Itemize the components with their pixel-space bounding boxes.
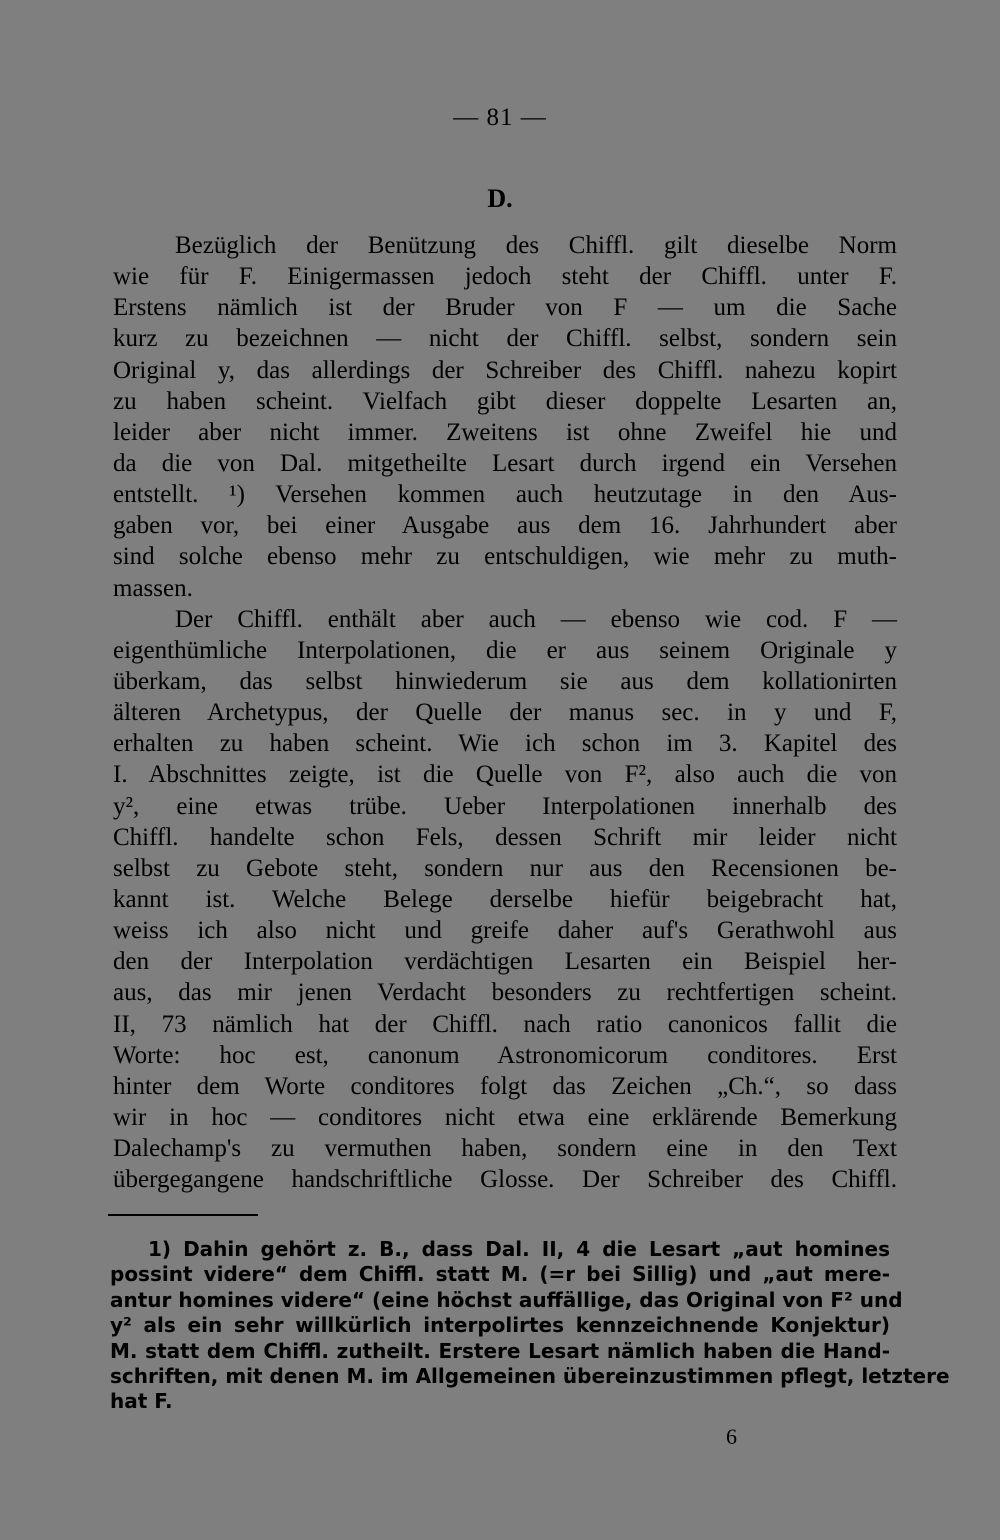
footnote-line: possint videre“ dem Chiffl. statt M. (=r bei Sillig) und „aut mere- (110, 1262, 890, 1287)
body-line: Erstens nämlich ist der Bruder von F — um die Sache (113, 294, 897, 322)
body-line: weiss ich also nicht und greife daher auf's Gerathwohl aus (113, 917, 897, 945)
body-line: Bezüglich der Benützung des Chiffl. gilt dieselbe Norm (175, 232, 897, 259)
body-line: kannt ist. Welche Belege derselbe hiefür beigebracht hat, (113, 885, 897, 913)
body-line: wie für F. Einigermassen jedoch steht der Chiffl. unter F. (113, 263, 897, 291)
section-heading: D. (487, 184, 513, 213)
body-line: Dalechamp's zu vermuthen haben, sondern eine in den Text (113, 1135, 897, 1163)
footnote-line: hat F. (110, 1389, 173, 1414)
footnotes (110, 1237, 950, 1415)
signature-mark: 6 (726, 1424, 737, 1449)
body-line: selbst zu Gebote steht, sondern nur aus den Recensionen be- (113, 854, 897, 882)
body-line: massen. (113, 574, 193, 602)
footnote-divider (108, 1214, 258, 1216)
body-line: überkam, das selbst hinwiederum sie aus dem kollationirten (113, 667, 897, 695)
body-text (113, 230, 897, 1195)
body-line: kurz zu bezeichnen — nicht der Chiffl. selbst, sondern sein (113, 325, 897, 353)
footnote-line: 1) Dahin gehört z. B., dass Dal. II, 4 die Lesart „aut homines (148, 1237, 890, 1261)
body-line: eigenthümliche Interpolationen, die er aus seinem Originale y (113, 636, 897, 664)
footnote-line: antur homines videre“ (eine höchst auffällige, das Original von F² und (110, 1287, 903, 1312)
body-line: Original y, das allerdings der Schreiber des Chiffl. nahezu kopirt (113, 356, 897, 384)
body-line: Worte: hoc est, canonum Astronomicorum conditores. Erst (113, 1041, 897, 1069)
body-line: wir in hoc — conditores nicht etwa eine erklärende Bemerkung (113, 1103, 897, 1131)
body-line: I. Abschnittes zeigte, ist die Quelle von F², also auch die von (113, 761, 897, 789)
page-number: — 81 — (453, 104, 547, 131)
body-line: hinter dem Worte conditores folgt das Zeichen „Ch.“, so dass (113, 1072, 897, 1100)
body-line: den der Interpolation verdächtigen Lesarten ein Beispiel her- (113, 948, 897, 976)
body-line: Chiffl. handelte schon Fels, dessen Schrift mir leider nicht (113, 823, 897, 851)
body-line: zu haben scheint. Vielfach gibt dieser doppelte Lesarten an, (113, 387, 897, 415)
body-line: y², eine etwas trübe. Ueber Interpolationen innerhalb des (113, 792, 897, 820)
body-line: II, 73 nämlich hat der Chiffl. nach ratio canonicos fallit die (113, 1010, 897, 1038)
body-line: erhalten zu haben scheint. Wie ich schon im 3. Kapitel des (113, 730, 897, 758)
footnote-line: schriften, mit denen M. im Allgemeinen übereinzustimmen pflegt, letztere (110, 1363, 950, 1388)
body-line: gaben vor, bei einer Ausgabe aus dem 16. Jahrhundert aber (113, 512, 897, 540)
body-line: sind solche ebenso mehr zu entschuldigen, wie mehr zu muth- (113, 543, 897, 571)
body-line: Der Chiffl. enthält aber auch — ebenso wie cod. F — (175, 605, 897, 633)
body-line: da die von Dal. mitgetheilte Lesart durch irgend ein Versehen (113, 449, 897, 477)
body-line: entstellt. ¹) Versehen kommen auch heutzutage in den Aus- (113, 481, 897, 509)
footnote-line: M. statt dem Chiffl. zutheilt. Erstere Lesart nämlich haben die Hand- (110, 1338, 890, 1363)
body-line: übergegangene handschriftliche Glosse. Der Schreiber des Chiffl. (113, 1166, 897, 1194)
body-line: aus, das mir jenen Verdacht besonders zu rechtfertigen scheint. (113, 979, 897, 1007)
footnote-line: y² als ein sehr willkürlich interpolirtes kennzeichnende Konjektur) (110, 1313, 890, 1338)
body-line: älteren Archetypus, der Quelle der manus sec. in y und F, (113, 699, 897, 727)
body-line: leider aber nicht immer. Zweitens ist ohne Zweifel hie und (113, 418, 897, 446)
